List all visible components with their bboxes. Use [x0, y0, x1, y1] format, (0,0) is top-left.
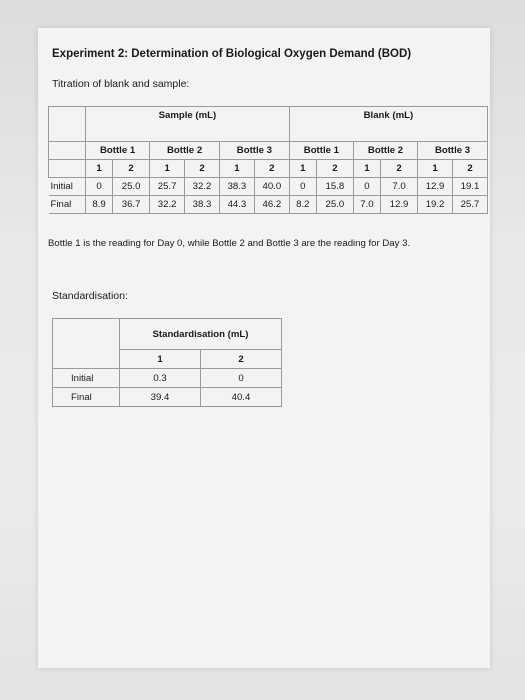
standardisation-heading: Standardisation:	[52, 290, 128, 302]
std-cell: 0	[200, 369, 281, 388]
standardisation-table	[52, 318, 282, 407]
table-corner-cell	[49, 107, 86, 142]
section-subtitle: Titration of blank and sample:	[52, 78, 190, 90]
std-trial-header: 2	[200, 350, 281, 369]
document-page	[38, 28, 490, 668]
std-row-label-final: Final	[53, 388, 120, 407]
table-cell: 8.9	[86, 196, 113, 214]
trial-header: 2	[453, 160, 488, 178]
table-cell: 0	[289, 178, 316, 196]
std-cell: 39.4	[120, 388, 201, 407]
std-trial-header: 1	[120, 350, 201, 369]
table-cell: 38.3	[219, 178, 254, 196]
titration-table	[48, 106, 488, 214]
bottle-header: Bottle 3	[219, 142, 289, 160]
table-cell: 36.7	[113, 196, 150, 214]
blank-group-header: Blank (mL)	[289, 107, 487, 142]
table-cell: 0	[86, 178, 113, 196]
table-cell: 25.7	[453, 196, 488, 214]
sample-group-header: Sample (mL)	[86, 107, 290, 142]
trial-header: 1	[150, 160, 185, 178]
table-cell: 32.2	[185, 178, 220, 196]
table-cell: 25.7	[150, 178, 185, 196]
table-cell: 7.0	[353, 196, 380, 214]
table-cell: 7.0	[380, 178, 417, 196]
trial-header: 2	[113, 160, 150, 178]
table-note: Bottle 1 is the reading for Day 0, while Bottle 2 and Bottle 3 are the reading for Day 3.	[48, 238, 411, 249]
trial-header: 1	[289, 160, 316, 178]
table-cell: 40.0	[254, 178, 289, 196]
trial-header: 1	[86, 160, 113, 178]
table-cell: 8.2	[289, 196, 316, 214]
row-label-final: Final	[49, 196, 86, 214]
table-cell: 25.0	[316, 196, 353, 214]
table-corner-cell	[49, 160, 86, 178]
std-cell: 0.3	[120, 369, 201, 388]
table-cell: 38.3	[185, 196, 220, 214]
trial-header: 1	[219, 160, 254, 178]
bottle-header: Bottle 2	[150, 142, 220, 160]
trial-header: 2	[254, 160, 289, 178]
table-cell: 12.9	[380, 196, 417, 214]
table-cell: 19.1	[453, 178, 488, 196]
std-cell: 40.4	[200, 388, 281, 407]
trial-header: 2	[316, 160, 353, 178]
table-cell: 0	[353, 178, 380, 196]
bottle-header: Bottle 1	[289, 142, 353, 160]
std-row-label-initial: Initial	[53, 369, 120, 388]
table-cell: 19.2	[418, 196, 453, 214]
table-corner-cell	[49, 142, 86, 160]
bottle-header: Bottle 1	[86, 142, 150, 160]
row-label-initial: Initial	[49, 178, 86, 196]
table-cell: 32.2	[150, 196, 185, 214]
trial-header: 2	[185, 160, 220, 178]
bottle-header: Bottle 2	[353, 142, 417, 160]
trial-header: 1	[418, 160, 453, 178]
table-cell: 15.8	[316, 178, 353, 196]
std-corner-cell	[53, 319, 120, 369]
table-cell: 25.0	[113, 178, 150, 196]
bottle-header: Bottle 3	[418, 142, 488, 160]
table-cell: 12.9	[418, 178, 453, 196]
table-cell: 44.3	[219, 196, 254, 214]
std-header: Standardisation (mL)	[120, 319, 282, 350]
trial-header: 1	[353, 160, 380, 178]
trial-header: 2	[380, 160, 417, 178]
table-cell: 46.2	[254, 196, 289, 214]
page-title: Experiment 2: Determination of Biological Oxygen Demand (BOD)	[52, 48, 412, 60]
